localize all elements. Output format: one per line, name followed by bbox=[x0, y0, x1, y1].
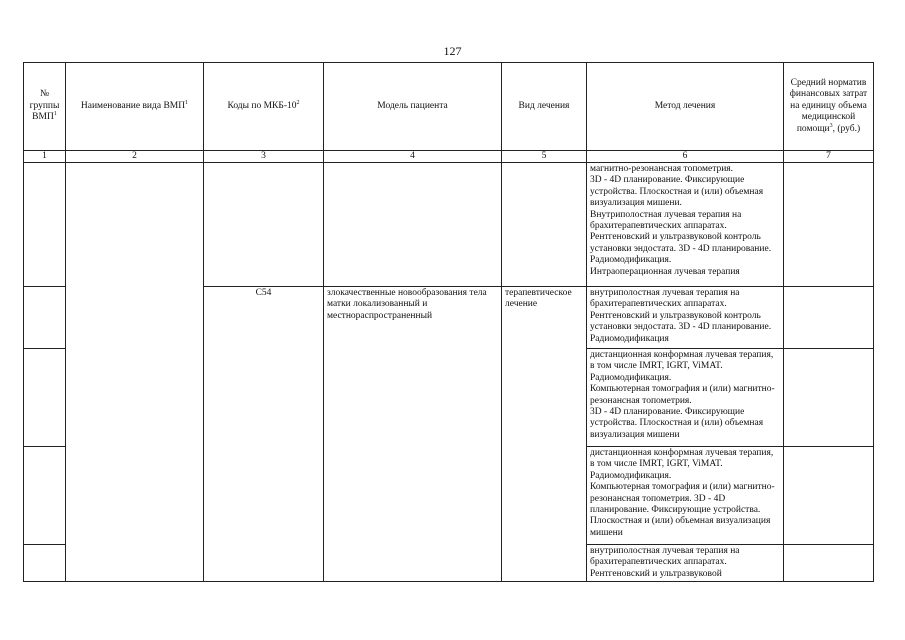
page-number: 127 bbox=[443, 44, 462, 58]
medical-care-table bbox=[23, 62, 874, 582]
header-treatment-type: Вид лечения bbox=[502, 63, 587, 151]
group-number-cell bbox=[24, 163, 66, 287]
treatment-type-cell: терапевтическое лечение bbox=[502, 287, 587, 582]
vmp-name-cell bbox=[66, 163, 204, 582]
cost-cell bbox=[784, 545, 874, 582]
column-number: 3 bbox=[204, 151, 324, 163]
cost-cell bbox=[784, 163, 874, 287]
patient-model-cell bbox=[324, 163, 502, 287]
header-row bbox=[24, 63, 874, 151]
group-number-cell bbox=[24, 287, 66, 349]
group-number-cell bbox=[24, 349, 66, 447]
column-number: 4 bbox=[324, 151, 502, 163]
cost-cell bbox=[784, 287, 874, 349]
column-number: 5 bbox=[502, 151, 587, 163]
column-number: 6 bbox=[587, 151, 784, 163]
header-vmp-name: Наименование вида ВМП$^1$ bbox=[66, 63, 204, 151]
treatment-method-cell: магнитно-резонансная топометрия. 3D - 4D планирование. Фиксирующие устройства. Плоскостная и (или) объемная визуализация мишени. Внутриполостная лучевая терапия на брахитерапевтических аппаратах. Рентгеновский и ультразвуковой контроль установки эндостата. 3D - 4D планирование. Радиомодификация. Интраоперационная лучевая терапия bbox=[587, 163, 784, 287]
cost-cell bbox=[784, 447, 874, 545]
icd-code-cell: C54 bbox=[204, 287, 324, 582]
column-number-row bbox=[24, 151, 874, 163]
cost-cell bbox=[784, 349, 874, 447]
treatment-method-cell: дистанционная конформная лучевая терапия, в том числе IMRT, IGRT, ViMAT. Радиомодификация. Компьютерная томография и (или) магнитно-резонансная топометрия. 3D - 4D планирование. Фиксирующие устройства. Плоскостная и (или) объемная визуализация мишени bbox=[587, 447, 784, 545]
treatment-method-cell: внутриполостная лучевая терапия на брахитерапевтических аппаратах. Рентгеновский и ультразвуковой контроль установки эндостата. 3D - 4D планирование. Радиомодификация bbox=[587, 287, 784, 349]
column-number: 7 bbox=[784, 151, 874, 163]
table-row bbox=[24, 163, 874, 287]
header-cost-standard: Средний норматив финансовых затрат на единицу объема медицинской помощи$^3$, (руб.) bbox=[784, 63, 874, 151]
treatment-method-cell: дистанционная конформная лучевая терапия, в том числе IMRT, IGRT, ViMAT. Радиомодификация. Компьютерная томография и (или) магнитно-резонансная топометрия. 3D - 4D планирование. Фиксирующие устройства. Плоскостная и (или) объемная визуализация мишени bbox=[587, 349, 784, 447]
header-treatment-method: Метод лечения bbox=[587, 63, 784, 151]
column-number: 2 bbox=[66, 151, 204, 163]
group-number-cell bbox=[24, 545, 66, 582]
group-number-cell bbox=[24, 447, 66, 545]
treatment-method-cell: внутриполостная лучевая терапия на брахитерапевтических аппаратах. Рентгеновский и ультразвуковой bbox=[587, 545, 784, 582]
header-icd-codes: Коды по МКБ-$10^2$ bbox=[204, 63, 324, 151]
column-number: 1 bbox=[24, 151, 66, 163]
treatment-type-cell bbox=[502, 163, 587, 287]
patient-model-cell: злокачественные новообразования тела матки локализованный и местнораспространенный bbox=[324, 287, 502, 582]
header-patient-model: Модель пациента bbox=[324, 63, 502, 151]
icd-code-cell bbox=[204, 163, 324, 287]
header-group-number: № группы ВМП$^1$ bbox=[24, 63, 66, 151]
